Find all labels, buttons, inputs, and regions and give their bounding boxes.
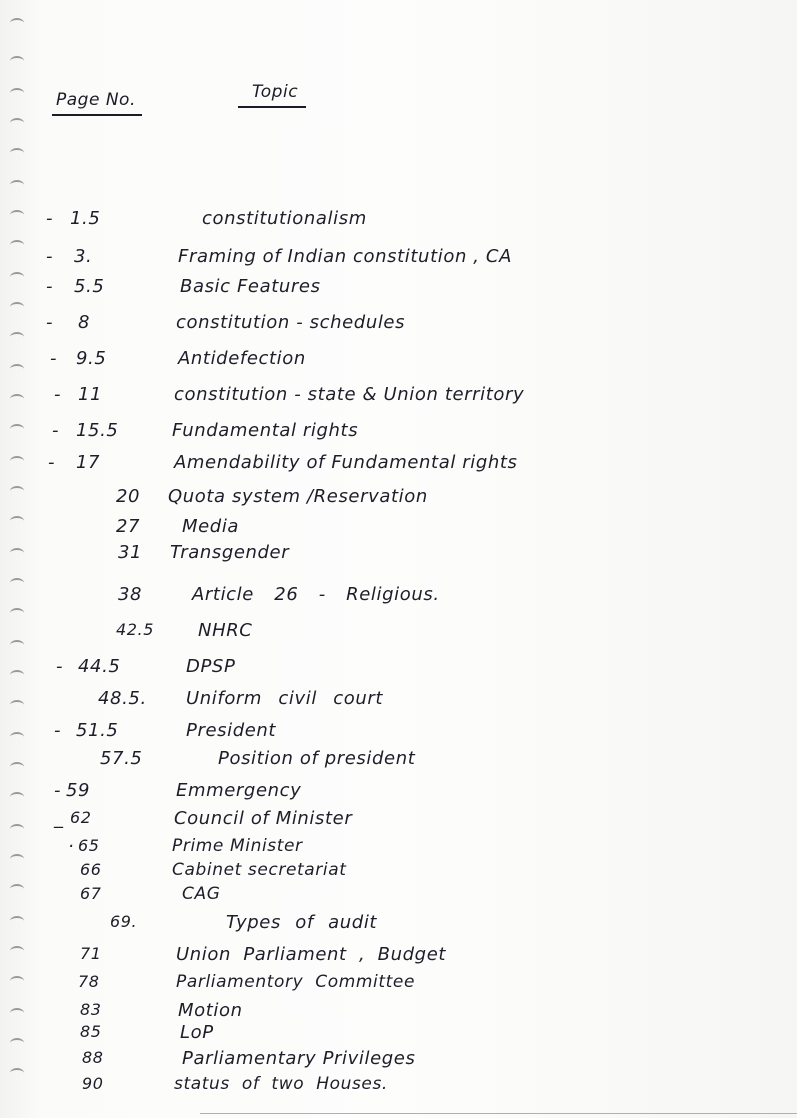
entry-page-number: 27	[116, 516, 141, 537]
entry-page-number: 44.5	[78, 656, 121, 677]
entry-topic: constitutionalism	[202, 208, 367, 229]
entry-page-number: 65	[78, 836, 100, 855]
entry-topic: President	[186, 720, 277, 741]
entry-page-number: 5.5	[74, 276, 105, 297]
entry-topic: Article 26 - Religious.	[192, 584, 440, 605]
entry-page-number: 83	[80, 1000, 102, 1019]
page-no-header: Page No.	[52, 90, 142, 116]
topic-header: Topic	[238, 82, 306, 108]
entry-dash: -	[50, 348, 58, 369]
entry-page-number: 57.5	[100, 748, 143, 769]
entry-page-number: 42.5	[116, 620, 155, 639]
binder-hole	[10, 1008, 24, 1018]
binder-hole	[10, 884, 24, 894]
binder-hole	[10, 272, 24, 282]
entry-topic: Basic Features	[180, 276, 321, 297]
entry-topic: Uniform civil court	[186, 688, 384, 709]
entry-topic: Types of audit	[226, 912, 378, 933]
entry-page-number: 3.	[74, 246, 93, 267]
entry-topic: Emmergency	[176, 780, 302, 801]
entry-dash: -	[54, 384, 62, 405]
binder-hole	[10, 640, 24, 650]
entry-topic: LoP	[180, 1022, 214, 1043]
binder-hole	[10, 700, 24, 710]
page-bottom-rule	[200, 1113, 797, 1114]
binder-hole	[10, 210, 24, 220]
entry-topic: Fundamental rights	[172, 420, 359, 441]
entry-dash: -	[46, 208, 54, 229]
binder-hole	[10, 608, 24, 618]
entry-dash: -	[48, 452, 56, 473]
binder-holes	[4, 0, 34, 1118]
binder-hole	[10, 18, 24, 28]
entry-dash: -	[54, 720, 62, 741]
entry-page-number: 17	[76, 452, 101, 473]
entry-topic: Council of Minister	[174, 808, 353, 829]
binder-hole	[10, 824, 24, 834]
entry-page-number: 1.5	[70, 208, 101, 229]
binder-hole	[10, 180, 24, 190]
entry-dash: -	[54, 780, 62, 801]
entry-topic: Media	[182, 516, 240, 537]
binder-hole	[10, 976, 24, 986]
binder-hole	[10, 56, 24, 66]
binder-hole	[10, 118, 24, 128]
binder-hole	[10, 394, 24, 404]
binder-hole	[10, 792, 24, 802]
entry-page-number: 69.	[110, 912, 138, 931]
entry-dash: -	[46, 276, 54, 297]
entry-topic: Quota system /Reservation	[168, 486, 428, 507]
binder-hole	[10, 946, 24, 956]
entry-page-number: 78	[78, 972, 100, 991]
binder-hole	[10, 88, 24, 98]
entry-topic: constitution - schedules	[176, 312, 406, 333]
entry-page-number: 9.5	[76, 348, 107, 369]
entry-topic: Position of president	[218, 748, 416, 769]
binder-hole	[10, 1038, 24, 1048]
entry-topic: Parliamentory Committee	[176, 972, 415, 992]
entry-topic: CAG	[182, 884, 221, 904]
entry-page-number: 31	[118, 542, 143, 563]
entry-topic: Prime Minister	[172, 836, 303, 856]
entry-topic: Motion	[178, 1000, 243, 1021]
entry-page-number: 88	[82, 1048, 104, 1067]
binder-hole	[10, 732, 24, 742]
entry-page-number: 62	[70, 808, 92, 827]
binder-hole	[10, 1068, 24, 1078]
entry-page-number: 38	[118, 584, 143, 605]
binder-hole	[10, 424, 24, 434]
entry-page-number: 8	[78, 312, 91, 333]
entry-topic: Framing of Indian constitution , CA	[178, 246, 512, 267]
binder-hole	[10, 486, 24, 496]
entry-topic: constitution - state & Union territory	[174, 384, 525, 405]
entry-topic: Cabinet secretariat	[172, 860, 347, 880]
binder-hole	[10, 240, 24, 250]
binder-hole	[10, 548, 24, 558]
entry-page-number: 90	[82, 1074, 104, 1093]
entry-topic: Transgender	[170, 542, 290, 563]
entry-dash: -	[46, 246, 54, 267]
entry-topic: Amendability of Fundamental rights	[174, 452, 518, 473]
entry-topic: NHRC	[198, 620, 253, 641]
entry-dash: _	[54, 808, 64, 829]
entry-dash: -	[46, 312, 54, 333]
binder-hole	[10, 332, 24, 342]
binder-hole	[10, 578, 24, 588]
entry-topic: Union Parliament , Budget	[176, 944, 447, 965]
binder-hole	[10, 456, 24, 466]
binder-hole	[10, 916, 24, 926]
entry-page-number: 67	[80, 884, 102, 903]
binder-hole	[10, 854, 24, 864]
entry-page-number: 51.5	[76, 720, 119, 741]
entry-page-number: 15.5	[76, 420, 119, 441]
binder-hole	[10, 364, 24, 374]
binder-hole	[10, 302, 24, 312]
entry-dash: -	[52, 420, 60, 441]
binder-hole	[10, 516, 24, 526]
entry-topic: status of two Houses.	[174, 1074, 388, 1094]
entry-page-number: 11	[78, 384, 103, 405]
entry-dash: ·	[68, 836, 75, 857]
entry-page-number: 48.5.	[98, 688, 147, 709]
entry-page-number: 85	[80, 1022, 102, 1041]
binder-hole	[10, 670, 24, 680]
entry-topic: Parliamentary Privileges	[182, 1048, 416, 1069]
entry-page-number: 71	[80, 944, 102, 963]
entry-topic: DPSP	[186, 656, 236, 677]
entry-topic: Antidefection	[178, 348, 306, 369]
entry-page-number: 59	[66, 780, 91, 801]
entry-page-number: 66	[80, 860, 102, 879]
entry-dash: -	[56, 656, 64, 677]
binder-hole	[10, 148, 24, 158]
binder-hole	[10, 762, 24, 772]
entry-page-number: 20	[116, 486, 141, 507]
